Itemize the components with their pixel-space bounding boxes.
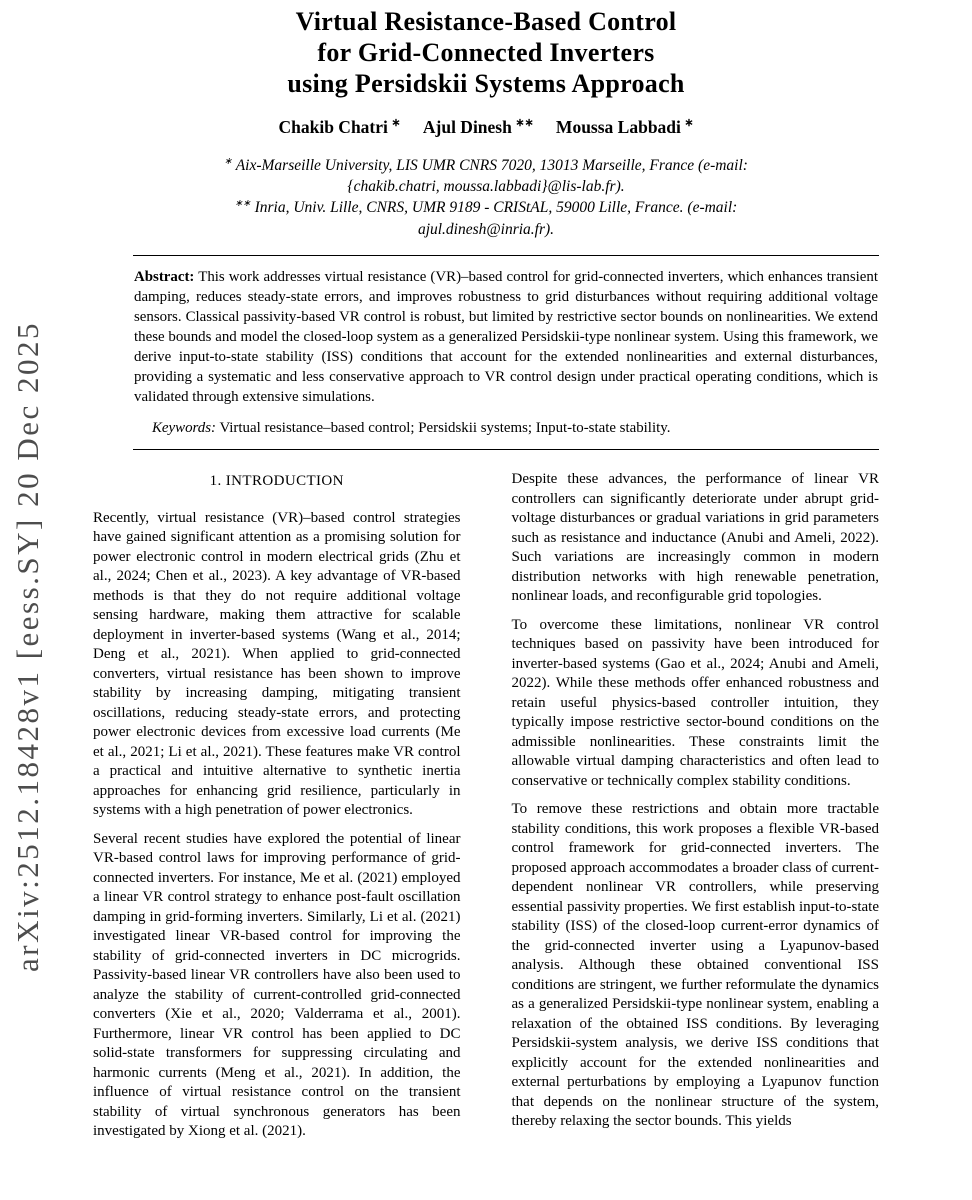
- affiliations: [93, 155, 879, 241]
- intro-paragraph-2: Several recent studies have explored the potential of linear VR-based control laws for improving performance of grid-connected inverters. For instance, Me et al. (2021) employed a linear VR control strategy to enhance post-fault oscillation damping in grid-forming inverters. Similarly, Li et al. (2021) investigated linear VR-based control for improving the stability of grid-connected inverters in DC microgrids. Passivity-based linear VR controllers have also been used to analyze the stability of current-controlled grid-connected converters (Xie et al., 2020; Valderrama et al., 2001). Furthermore, linear VR control has been applied to DC solid-state transformers for suppressing circulating and harmonic currents (Meng et al., 2021). In addition, the influence of virtual resistance control on the transient stability of virtual synchronous generators has been investigated by Xiong et al. (2021).: [93, 830, 461, 1140]
- paper-title: [93, 0, 879, 100]
- title-line-1: Virtual Resistance-Based Control: [295, 7, 677, 36]
- intro-paragraph-3: Despite these advances, the performance of linear VR controllers can significantly deteriorate under abrupt grid-voltage disturbances or gradual variations in grid parameters such as resistance and inductance (Anubi and Ameli, 2022). Such variations are increasingly common in modern distribution networks with high renewable penetration, nonlinear loads, and reconfigurable grid topologies.: [511, 471, 879, 605]
- intro-paragraph-4: To overcome these limitations, nonlinear VR control techniques based on passivity have been introduced for inverter-based systems (Gao et al., 2024; Anubi and Ameli, 2022). While these methods offer enhanced robustness and retain useful physics-based controller intuition, they typically impose restrictive sector-bound conditions on the admissible nonlinearities. These constraints limit the allowable virtual damping characteristics and often lead to conservative or technically complex stability conditions.: [511, 616, 879, 789]
- intro-paragraph-1: Recently, virtual resistance (VR)–based control strategies have gained significant attention as a promising solution for power electronic control in modern electrical grids (Zhu et al., 2024; Chen et al., 2023). A key advantage of VR-based methods is that they do not require additional voltage sensing hardware, making them attractive for scalable deployment in inverter-based systems (Wang et al., 2014; Deng et al., 2021). When applied to grid-connected converters, virtual resistance has been shown to improve stability by increasing damping, mitigating transient oscillations, reducing steady-state errors, and protecting power electronic devices from excessive load currents (Me et al., 2021; Li et al., 2021). These features make VR control a practical and intuitive alternative to synthetic inertia approaches for enhancing grid resilience, particularly in systems with a high penetration of power electronics.: [93, 509, 461, 819]
- affiliation-1: [206, 155, 766, 198]
- author-2-mark: ∗∗: [515, 116, 534, 129]
- abstract: [134, 267, 878, 407]
- author-3-mark: ∗: [684, 116, 694, 129]
- affiliation-2-mark: ∗∗: [234, 198, 251, 210]
- title-line-3: using Persidskii Systems Approach: [287, 69, 685, 99]
- author-line: [93, 117, 879, 138]
- abstract-text: This work addresses virtual resistance (VR)–based control for grid-connected inverters, which enhances transient damping, reduces steady-state errors, and improves robustness to grid disturbances without requiring additional voltage sensors. Classical passivity-based VR control is robust, but limited by restrictive sector bounds on nonlinearities. We extend these bounds and model the closed-loop system as a generalized Persidskii-type nonlinear system. Using this framework, we derive input-to-state stability (ISS) conditions that account for the extended nonlinearities and external disturbances, providing a systematic and less conservative approach to VR control design under practical operating conditions, which is validated through extensive simulations.: [134, 269, 878, 406]
- intro-paragraph-5: To remove these restrictions and obtain more tractable stability conditions, this work proposes a flexible VR-based control framework for grid-connected inverters. The proposed approach accommodates a broader class of current-dependent nonlinear VR controllers, while preserving essential passivity properties. We first establish input-to-state stability (ISS) of the closed-loop current-error dynamics of the grid-connected inverter using a Lyapunov-based analysis. Although these obtained conventional ISS conditions are stringent, we further reformulate the dynamics as a generalized Persidskii-type nonlinear system, enabling a relaxation of the obtained ISS conditions. By leveraging Persidskii-system analysis, we derive ISS conditions that explicitly account for the extended nonlinearities and external perturbations by employing a Lyapunov function that depends on the nonlinear structure of the system, thereby relaxing the sector bounds. This yields: [511, 801, 879, 1130]
- arxiv-watermark: arXiv:2512.18428v1 [eess.SY] 20 Dec 2025: [10, 320, 45, 972]
- title-line-2: for Grid-Connected Inverters: [317, 38, 655, 68]
- affiliation-1-mark: ∗: [224, 155, 233, 167]
- author-1-mark: ∗: [391, 116, 401, 129]
- section-heading-introduction: 1. INTRODUCTION: [209, 473, 344, 490]
- column-left: [93, 470, 461, 1151]
- affiliation-2: [206, 197, 766, 240]
- author-3: [556, 117, 694, 137]
- two-column-body: [93, 470, 879, 1151]
- abstract-label: Abstract:: [134, 269, 195, 286]
- abstract-block: [133, 255, 879, 450]
- author-2: [423, 117, 534, 137]
- author-1-name: Chakib Chatri: [278, 116, 388, 137]
- affiliation-1-text: Aix-Marseille University, LIS UMR CNRS 7020, 13013 Marseille, France (e-mail: {chakib.chatri, moussa.labbadi}@lis-lab.fr).: [235, 156, 748, 195]
- column-right: [512, 470, 880, 1151]
- keywords-text: Virtual resistance–based control; Persidskii systems; Input-to-state stability.: [219, 420, 671, 437]
- keywords-line: [134, 420, 878, 437]
- affiliation-2-text: Inria, Univ. Lille, CNRS, UMR 9189 - CRIStAL, 59000 Lille, France. (e-mail: ajul.dinesh@inria.fr).: [254, 199, 738, 238]
- author-3-name: Moussa Labbadi: [555, 116, 681, 137]
- keywords-label: Keywords:: [152, 420, 216, 437]
- author-2-name: Ajul Dinesh: [422, 116, 512, 137]
- paper-content: [93, 0, 879, 1151]
- author-1: [278, 117, 400, 137]
